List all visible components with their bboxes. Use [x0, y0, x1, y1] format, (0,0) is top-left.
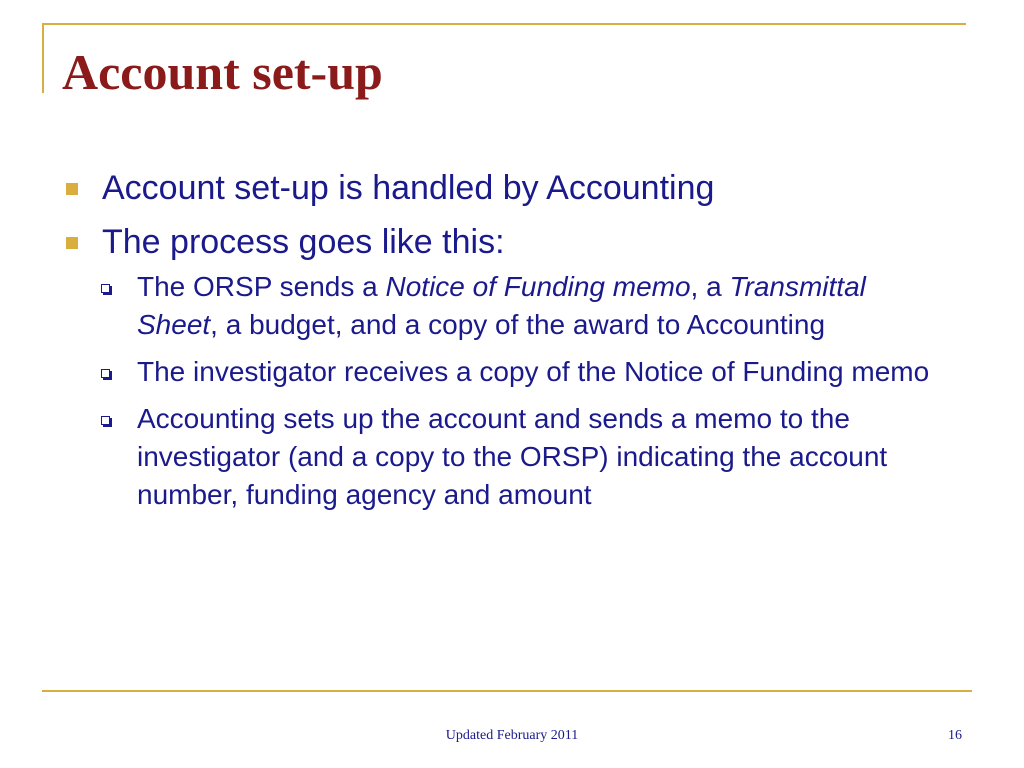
footer-text: Updated February 2011: [445, 728, 579, 743]
text-segment: The ORSP sends a: [137, 271, 386, 302]
left-frame-line: [42, 23, 44, 93]
text-segment: , a budget, and a copy of the award to Accounting: [210, 309, 826, 340]
italic-transmittal-sheet: Transmittal Sheet: [137, 271, 866, 340]
slide-content: [60, 158, 960, 523]
bottom-frame-line: [42, 690, 972, 692]
sub-bullet-item: [60, 400, 937, 514]
hollow-square-bullet-icon: [101, 284, 110, 293]
hollow-square-bullet-icon: [101, 369, 110, 378]
sub-bullet-item: [60, 353, 937, 391]
square-bullet-icon: [66, 183, 78, 195]
text-segment: , a: [690, 271, 730, 302]
bullet-text: The process goes like this:: [102, 223, 505, 261]
bullet-item: [60, 164, 960, 212]
sub-bullet-item: [60, 268, 937, 344]
sub-bullet-text: Accounting sets up the account and sends a memo to the investigator (and a copy to the ORSP) indicating the account number, funding agency and amount: [137, 403, 888, 510]
bullet-text: Account set-up is handled by Accounting: [102, 169, 715, 207]
slide-title: Account set-up: [62, 44, 383, 100]
sub-bullet-text: [137, 271, 866, 340]
page-number: 16: [948, 728, 962, 743]
square-bullet-icon: [66, 237, 78, 249]
italic-notice-of-funding: Notice of Funding memo: [385, 271, 691, 302]
sub-bullet-text: The investigator receives a copy of the Notice of Funding memo: [137, 356, 930, 387]
hollow-square-bullet-icon: [101, 416, 110, 425]
bullet-item: [60, 218, 960, 266]
top-frame-line: [42, 23, 966, 25]
